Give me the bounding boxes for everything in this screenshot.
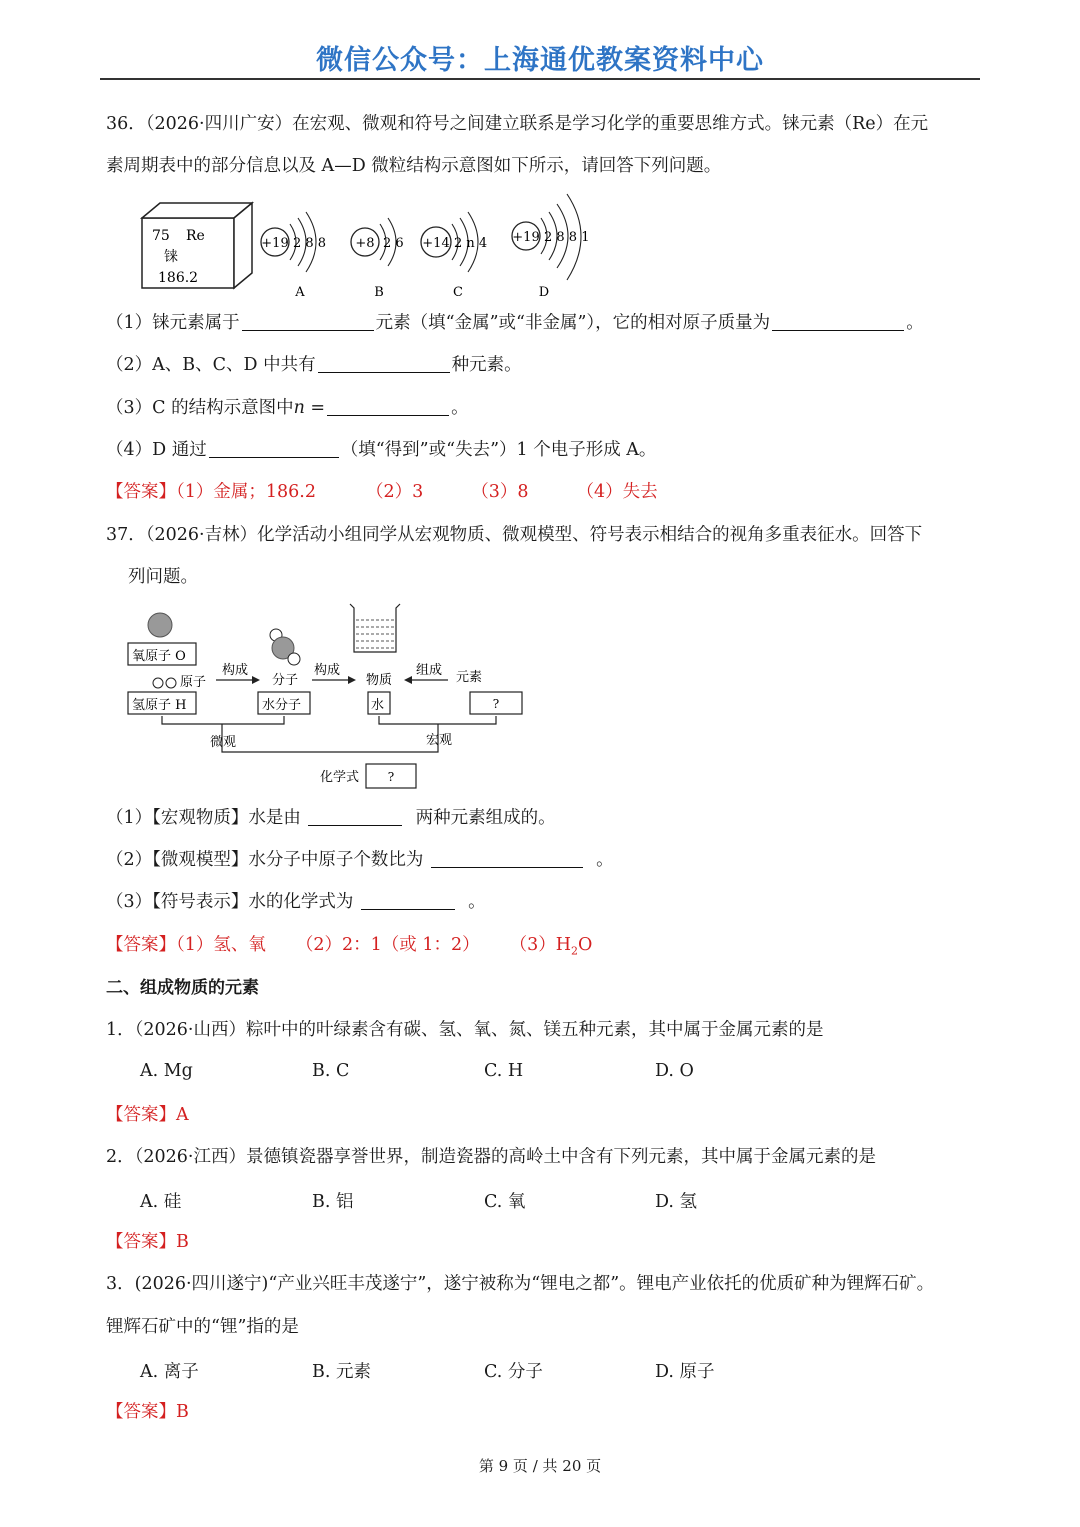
s1-option-c[interactable]: C. H	[484, 1061, 524, 1081]
q36-blank-5[interactable]	[209, 439, 339, 458]
s1-stem: 1．（2026·山西）粽叶中的叶绿素含有碳、氢、氧、氮、镁五种元素，其中属于金属元素的是	[106, 1020, 824, 1040]
atom-d-shells: 2 8 8 1	[544, 230, 590, 245]
oxygen-atom-label: 氧原子 O	[132, 649, 186, 664]
cell-atomic-mass: 186.2	[158, 270, 199, 286]
molecule-label: 分子	[272, 673, 299, 688]
q36-part2: （2）A、B、C、D 中共有 种元素。	[106, 355, 522, 375]
q37-part3: （3）【符号表示】水的化学式为 。	[106, 892, 486, 912]
compose-label-2: 构成	[314, 663, 341, 678]
water-molecule-label: 水分子	[262, 698, 302, 713]
hydrogen-atom-ball-1	[153, 678, 163, 688]
atom-c-nucleus: +14	[422, 236, 450, 251]
compose-label-1: 构成	[222, 663, 249, 678]
macro-label: 宏观	[426, 733, 453, 748]
atom-a-label: A	[295, 285, 305, 300]
q37-part1: （1）【宏观物质】水是由 两种元素组成的。	[106, 808, 556, 828]
q36-stem-line1: 36．（2026·四川广安）在宏观、微观和符号之间建立联系是学习化学的重要思维方式。铼元素（Re）在元	[106, 114, 929, 134]
micro-label: 微观	[210, 735, 237, 750]
molecule-h-ball-2	[288, 653, 300, 665]
q37-blank-3[interactable]	[361, 891, 455, 910]
q36-part3: （3）C 的结构示意图中n = 。	[106, 398, 469, 418]
page-header-title: 微信公众号：上海通优教案资料中心	[316, 45, 764, 76]
hydrogen-atom-label: 氢原子 H	[132, 698, 187, 713]
q37-stem-line2: 列问题。	[128, 567, 198, 587]
atom-d-label: D	[538, 285, 550, 300]
unknown-element-box: ?	[492, 697, 500, 711]
atom-b-shells: 2 6	[383, 236, 404, 251]
s2-option-b[interactable]: B. 铝	[312, 1192, 354, 1212]
s2-option-c[interactable]: C. 氧	[484, 1192, 526, 1212]
q37-stem-line1: 37．（2026·吉林）化学活动小组同学从宏观物质、微观模型、符号表示相结合的视角多重表征水。回答下	[106, 525, 923, 545]
s3-option-d[interactable]: D. 原子	[655, 1362, 715, 1382]
s2-answer: 【答案】B	[106, 1232, 189, 1252]
q37-figure	[120, 598, 540, 798]
atom-b-label: B	[374, 285, 384, 300]
formula-label: 化学式	[320, 770, 360, 785]
q36-blank-1[interactable]	[242, 312, 374, 331]
q37-answer: 【答案】（1）氢、氧 （2）2：1（或 1：2） $(3)H_2O$	[106, 935, 593, 958]
unknown-formula-box: ?	[387, 770, 395, 784]
s3-option-b[interactable]: B. 元素	[312, 1362, 371, 1382]
element-label: 元素	[456, 670, 483, 685]
cell-element-name: 铼	[164, 249, 178, 265]
q36-part1: （1）铼元素属于 元素（填“金属”或“非金属”），它的相对原子质量为 。	[106, 313, 924, 333]
atom-label: 原子	[180, 675, 207, 690]
s1-option-b[interactable]: B. C	[312, 1061, 350, 1081]
atom-a-shells: 2 8 8	[293, 236, 327, 251]
q37-blank-2[interactable]	[431, 849, 583, 868]
q36-variable-n: n =	[293, 398, 326, 418]
q37-part2: （2）【微观模型】水分子中原子个数比为 。	[106, 850, 614, 870]
q36-stem-line2: 素周期表中的部分信息以及 A—D 微粒结构示意图如下所示，请回答下列问题。	[106, 156, 722, 176]
beaker-of-water	[350, 604, 400, 652]
q36-answer: 【答案】（1）金属；186.2 （2）3 （3）8 （4）失去	[106, 482, 658, 502]
periodic-table-cell	[142, 203, 252, 288]
atom-structure-d	[512, 194, 589, 300]
q36-blank-2[interactable]	[772, 312, 904, 331]
atom-c-shells: 2 n 4	[454, 236, 488, 251]
page-footer: 第 9 页 / 共 20 页	[478, 1457, 602, 1475]
s3-option-c[interactable]: C. 分子	[484, 1362, 543, 1382]
cell-atomic-number: 75	[152, 228, 170, 244]
s1-option-a[interactable]: A. Mg	[140, 1061, 193, 1081]
section-title: 二、组成物质的元素	[106, 978, 259, 998]
q36-blank-3[interactable]	[318, 354, 450, 373]
s2-stem: 2．（2026·江西）景德镇瓷器享誉世界，制造瓷器的高岭土中含有下列元素，其中属于金属元素的是	[106, 1147, 876, 1167]
q37-blank-1[interactable]	[308, 807, 402, 826]
s3-answer: 【答案】B	[106, 1402, 189, 1422]
s3-stem-line1: 3．(2026·四川遂宁)“产业兴旺丰茂遂宁”，遂宁被称为“锂电之都”。锂电产业依托的优质矿种为锂辉石矿。	[106, 1274, 935, 1294]
s2-option-a[interactable]: A. 硅	[140, 1192, 182, 1212]
s2-option-d[interactable]: D. 氢	[655, 1192, 698, 1212]
atom-structure-a	[261, 212, 326, 300]
header-divider	[100, 78, 980, 80]
s3-option-a[interactable]: A. 离子	[140, 1362, 199, 1382]
s1-answer: 【答案】A	[106, 1105, 189, 1125]
atom-a-nucleus: +19	[261, 236, 289, 251]
q36-figure	[130, 190, 610, 302]
q36-part4: （4）D 通过 （填“得到”或“失去”）1 个电子形成 A。	[106, 440, 657, 460]
atom-c-label: C	[453, 285, 463, 300]
atom-structure-b	[351, 218, 404, 300]
s1-option-d[interactable]: D. O	[655, 1061, 694, 1081]
water-label: 水	[371, 698, 385, 713]
atom-structure-c	[421, 212, 487, 300]
substance-label: 物质	[366, 673, 393, 688]
cell-symbol: Re	[186, 228, 205, 244]
atom-b-nucleus: +8	[355, 236, 375, 251]
q36-blank-4[interactable]	[327, 397, 449, 416]
oxygen-atom-ball	[148, 613, 172, 637]
hydrogen-atom-ball-2	[166, 678, 176, 688]
atom-d-nucleus: +19	[512, 230, 540, 245]
constitute-label: 组成	[416, 663, 443, 678]
s3-stem-line2: 锂辉石矿中的“锂”指的是	[106, 1317, 299, 1337]
